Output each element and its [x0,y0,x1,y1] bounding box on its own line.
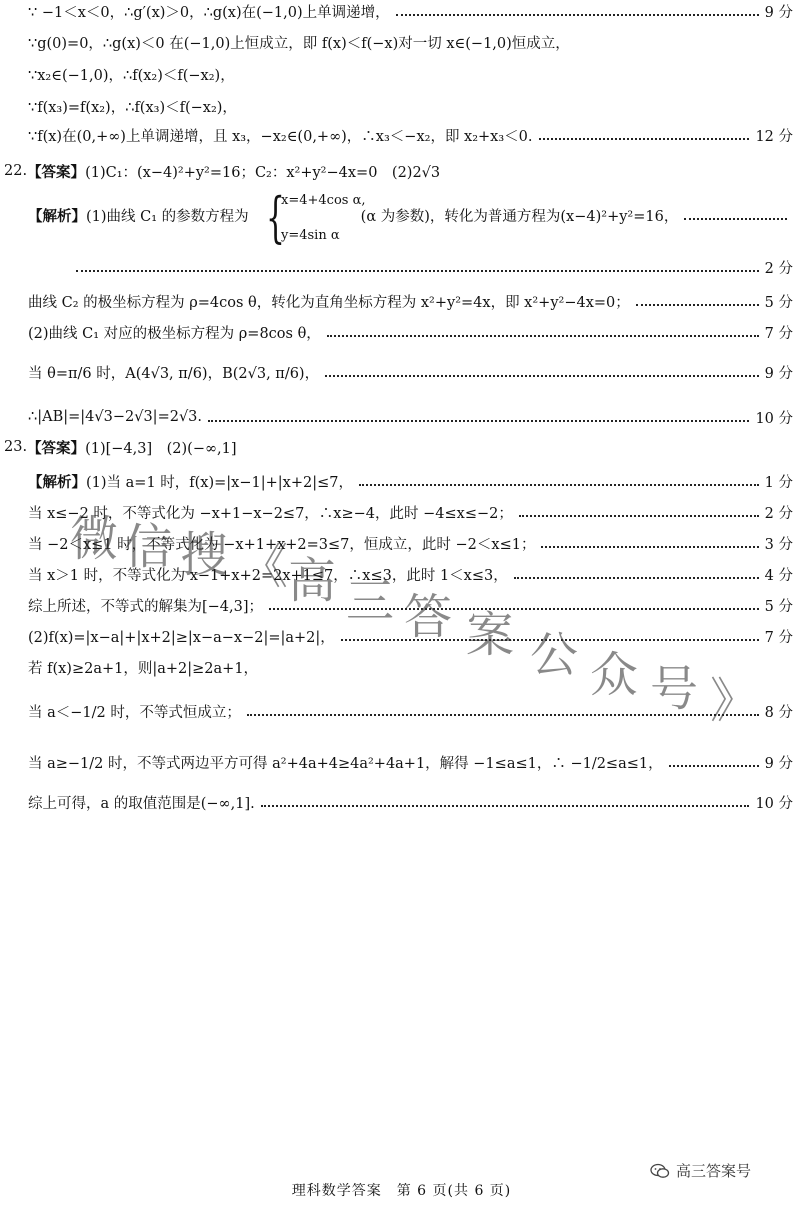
q22-number: 22. [4,163,28,179]
q22-answer-text: (1)C₁：(x−4)²+y²=16；C₂：x²+y²−4x=0 (2)2√3 [85,164,441,181]
q22-analysis-tag: 【解析】 [28,207,86,225]
system-line-2: y=4sin α [281,228,340,243]
dot-leader [636,304,759,306]
dot-leader [341,639,759,641]
cont-line-2: ∵g(0)=0，∴g(x)＜0 在(−1,0)上恒成立，即 f(x)＜f(−x)对一切 x∈(−1,0)恒成立， [28,35,570,52]
cont-line-5: ∵f(x)在(0,+∞)上单调递增，且 x₃，−x₂∈(0,+∞)，∴x₃＜−x₂，即 x₂+x₃＜0. 12 分 [28,128,793,145]
watermark-char: 》 [710,673,761,729]
q23-row-2: 当 x≤−2 时，不等式化为 −x+1−x−2≤7，∴x≥−4，此时 −4≤x≤−2； 2 分 [28,505,793,522]
q22-param-line: 【解析】 (1)曲线 C₁ 的参数方程为 (α 为参数)，转化为普通方程为(x−4)²+y²=16， [28,204,793,226]
q22-theta-line: 当 θ=π/6 时，A(4√3, π/6)，B(2√3, π/6)， 9 分 [28,365,793,382]
dot-leader [208,420,749,422]
watermark-char: 众 [590,647,641,703]
q23-answer-text: (1)[−4,3] (2)(−∞,1] [85,440,237,457]
dot-leader [519,515,759,517]
watermark-char: 案 [466,607,517,663]
q23-answer [4,436,793,458]
wechat-icon [650,1163,670,1179]
q23-row-9: 当 a≥−1/2 时，不等式两边平方可得 a²+4a+4≥4a²+4a+1，解得 −1≤a≤1，∴ −1/2≤a≤1， 9 分 [28,755,793,772]
q23-analysis-tag: 【解析】 [28,473,86,491]
account-logo [650,1160,751,1181]
dot-leader [359,484,759,486]
watermark-char: 高 [288,553,339,609]
watermark-char: 三 [346,573,397,629]
dot-leader [269,608,759,610]
q23-row-1: 【解析】 (1)当 a=1 时，f(x)=|x−1|+|x+2|≤7， 1 分 [28,470,793,492]
watermark-char: 微 [70,511,121,567]
dot-leader [261,805,750,807]
cont-line-4: ∵f(x₃)=f(x₂)，∴f(x₃)＜f(−x₂)， [28,99,237,116]
q23-row-7: 若 f(x)≥2a+1，则|a+2|≥2a+1， [28,660,259,677]
dot-leader [325,375,759,377]
dot-leader [539,138,750,140]
q22-ab-line: ∴|AB|=|4√3−2√3|=2√3. 10 分 [28,409,793,427]
watermark-char: 公 [530,627,581,683]
watermark-char: 信 [124,519,175,575]
dot-leader [327,335,759,337]
q22-answer-tag: 【答案】 [27,163,86,181]
cont-line-1: ∵ −1＜x＜0，∴g′(x)＞0，∴g(x)在(−1,0)上单调递增， 9 分 [28,4,793,21]
q23-row-8: 当 a＜−1/2 时，不等式恒成立； 8 分 [28,704,793,721]
cont-line-3: ∵x₂∈(−1,0)，∴f(x₂)＜f(−x₂)， [28,67,235,84]
system-brace: { [266,186,285,249]
q23-row-3: 当 −2＜x≤1 时，不等式化为 −x+1+x+2=3≤7，恒成立，此时 −2＜x≤1； 3 分 [28,536,793,553]
watermark-char: 答 [404,589,455,645]
logo-text: 高三答案号 [676,1162,752,1180]
q23-answer-tag: 【答案】 [27,439,86,457]
dot-leader [514,577,759,579]
watermark-char: 号 [650,661,701,717]
q22-leader-line: 2 分 [70,256,793,278]
q22-answer [4,160,793,182]
page-footer: 理科数学答案 第 6 页(共 6 页) [291,1183,512,1199]
q22-polar-line: (2)曲线 C₁ 对应的极坐标方程为 ρ=8cos θ， 7 分 [28,325,793,342]
dot-leader [541,546,758,548]
q23-row-5: 综上所述，不等式的解集为[−4,3]； 5 分 [28,598,793,615]
q22-c2-line: 曲线 C₂ 的极坐标方程为 ρ=4cos θ，转化为直角坐标方程为 x²+y²=4x，即 x²+y²−4x=0； 5 分 [28,294,793,311]
q23-number: 23. [4,439,28,455]
q23-row-6: (2)f(x)=|x−a|+|x+2|≥|x−a−x−2|=|a+2|， 7 分 [28,629,793,646]
watermark-char: 《 [240,539,291,595]
dot-leader [684,218,787,220]
q23-row-4: 当 x＞1 时，不等式化为 x−1+x+2=2x+1≤7，∴x≤3，此时 1＜x≤3， 4 分 [28,567,793,584]
dot-leader [669,765,759,767]
system-line-1: x=4+4cos α, [281,193,366,208]
q23-row-10: 综上可得，a 的取值范围是(−∞,1]. 10 分 [28,795,793,812]
dot-leader [396,14,759,16]
watermark-char: 搜 [180,527,231,583]
dot-leader [76,270,759,272]
dot-leader [247,714,759,716]
